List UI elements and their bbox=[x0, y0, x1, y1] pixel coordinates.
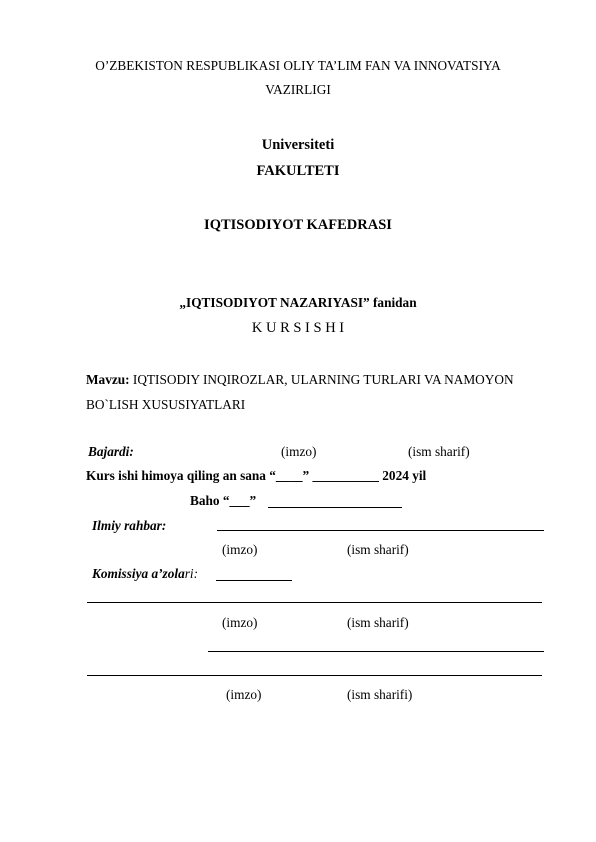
komissiya-line-2 bbox=[208, 651, 544, 652]
ministry-line-1: O’ZBEKISTON RESPUBLIKASI OLIY TA’LIM FAN VA INNOVATSIYA bbox=[95, 58, 501, 73]
university-name: Universiteti bbox=[261, 137, 335, 153]
ministry-line-2: VAZIRLIGI bbox=[265, 82, 331, 97]
topic-line-2: BO`LISH XUSUSIYATLARI bbox=[86, 397, 246, 412]
komissiya-label-main: Komissiya a’zola bbox=[92, 566, 185, 581]
defense-date-line: Kurs ishi himoya qiling an sana “____” __________ 2024 yil bbox=[86, 468, 427, 483]
discipline-title: „IQTISODIYOT NAZARIYASI” fanidan bbox=[179, 295, 417, 310]
topic-line-1 bbox=[86, 372, 514, 388]
rahbar-label: Ilmiy rahbar: bbox=[92, 518, 167, 533]
rahbar-name-caption: (ism sharif) bbox=[347, 542, 409, 557]
topic-text: IQTISODIY INQIROZLAR, ULARNING TURLARI VA NAMOYON bbox=[129, 372, 514, 387]
department-name: IQTISODIYOT KAFEDRASI bbox=[204, 217, 392, 233]
bajardi-name-caption: (ism sharif) bbox=[408, 444, 470, 459]
rahbar-signature-line bbox=[217, 530, 544, 531]
rahbar-imzo-caption: (imzo) bbox=[222, 542, 258, 557]
komissiya-imzo-caption-2: (imzo) bbox=[226, 687, 262, 702]
komissiya-label-tail: ri: bbox=[184, 566, 199, 581]
topic-label: Mavzu: bbox=[86, 372, 130, 387]
komissiya-short-line bbox=[216, 580, 292, 581]
komissiya-name-caption-2: (ism sharifi) bbox=[347, 687, 413, 702]
komissiya-label bbox=[92, 566, 198, 582]
grade-signature-line bbox=[268, 507, 402, 508]
komissiya-imzo-caption-1: (imzo) bbox=[222, 615, 258, 630]
work-type-title: K U R S I S H I bbox=[251, 320, 345, 336]
grade-label: Baho “___” bbox=[190, 493, 257, 508]
faculty-name: FAKULTETI bbox=[256, 163, 340, 179]
komissiya-name-caption-1: (ism sharif) bbox=[347, 615, 409, 630]
bajardi-imzo-caption: (imzo) bbox=[281, 444, 317, 459]
komissiya-line-3 bbox=[87, 675, 542, 676]
bajardi-label: Bajardi: bbox=[88, 444, 134, 459]
komissiya-line-1 bbox=[87, 602, 542, 603]
